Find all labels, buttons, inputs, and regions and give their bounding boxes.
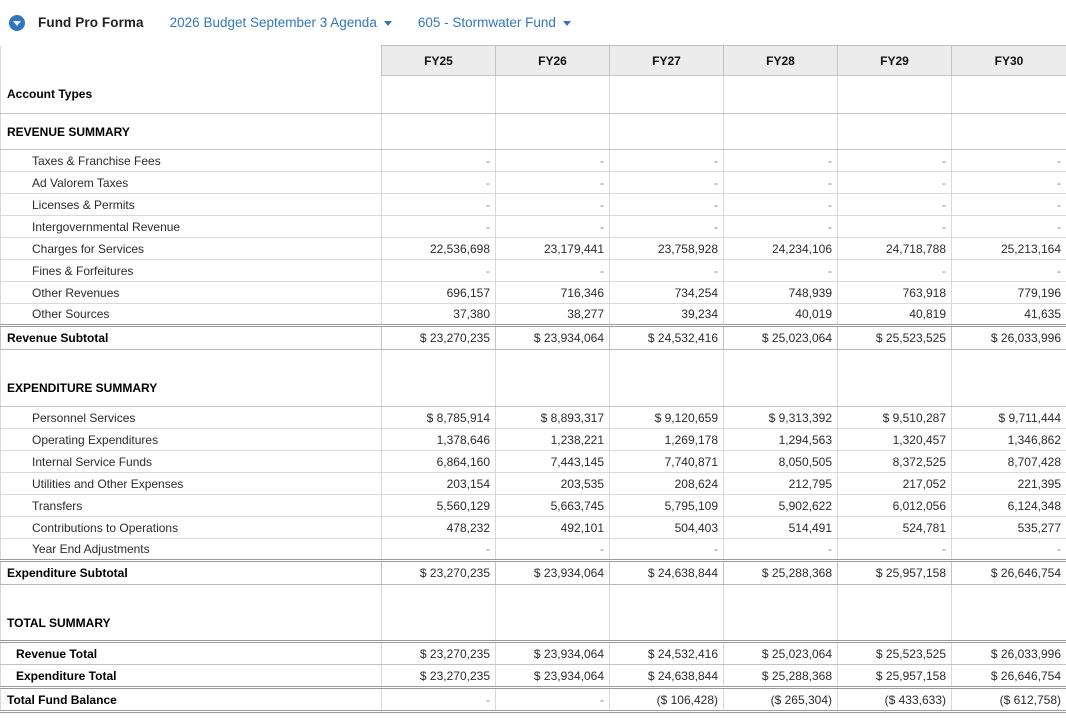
value-cell [838,114,952,150]
table-row [1,561,1066,585]
value-cell [382,114,496,150]
value-cell: 24,234,106 [724,238,838,260]
table-row [1,451,1066,473]
value-cell: - [838,194,952,216]
value-cell: 208,624 [610,473,724,495]
value-cell: $ 26,033,996 [952,642,1066,665]
value-cell: - [838,539,952,561]
value-cell [496,114,610,150]
page-title: Fund Pro Forma [38,15,144,30]
value-cell: 7,443,145 [496,451,610,473]
row-label [1,350,382,371]
table-row [1,76,1066,114]
value-cell [496,76,610,114]
value-cell: 6,864,160 [382,451,496,473]
value-cell: 1,269,178 [610,429,724,451]
row-label: Expenditure Total [1,665,382,688]
value-cell [838,371,952,407]
value-cell: $ 26,033,996 [952,326,1066,350]
value-cell [496,350,610,371]
value-cell: - [724,260,838,282]
value-cell: - [952,194,1066,216]
value-cell: 24,718,788 [838,238,952,260]
value-cell: $ 25,023,064 [724,326,838,350]
value-cell: 40,819 [838,304,952,326]
row-label: EXPENDITURE SUMMARY [1,371,382,407]
value-cell: $ 23,270,235 [382,326,496,350]
row-label: Utilities and Other Expenses [1,473,382,495]
value-cell: $ 25,957,158 [838,561,952,585]
value-cell: 23,179,441 [496,238,610,260]
collapse-toggle-button[interactable] [9,15,25,31]
budget-dropdown-label: 2026 Budget September 3 Agenda [169,15,377,30]
row-label: TOTAL SUMMARY [1,606,382,642]
value-cell: - [496,172,610,194]
value-cell [952,114,1066,150]
value-cell: - [952,150,1066,172]
fund-dropdown[interactable] [418,15,571,30]
value-cell [724,76,838,114]
value-cell: 37,380 [382,304,496,326]
value-cell [382,585,496,606]
value-cell: - [952,260,1066,282]
value-cell [838,76,952,114]
value-cell: 1,238,221 [496,429,610,451]
value-cell: 524,781 [838,517,952,539]
value-cell: $ 23,934,064 [496,561,610,585]
table-row [1,606,1066,642]
value-cell [838,350,952,371]
value-cell: 763,918 [838,282,952,304]
row-label: Other Revenues [1,282,382,304]
value-cell: 5,560,129 [382,495,496,517]
chevron-down-icon [13,21,21,26]
value-cell: 779,196 [952,282,1066,304]
table-row [1,642,1066,665]
value-cell: - [496,260,610,282]
value-cell: $ 8,893,317 [496,407,610,429]
row-label: Intergovernmental Revenue [1,216,382,238]
value-cell: $ 26,646,754 [952,561,1066,585]
value-cell: $ 23,270,235 [382,665,496,688]
value-cell: 478,232 [382,517,496,539]
value-cell: 734,254 [610,282,724,304]
value-cell: $ 25,957,158 [838,665,952,688]
value-cell: $ 23,270,235 [382,561,496,585]
value-cell: 716,346 [496,282,610,304]
value-cell: $ 23,934,064 [496,665,610,688]
value-cell: $ 8,785,914 [382,407,496,429]
value-cell: - [496,216,610,238]
value-cell: - [382,688,496,712]
table-row [1,371,1066,407]
value-cell: - [952,539,1066,561]
value-cell: 8,050,505 [724,451,838,473]
value-cell [952,350,1066,371]
value-cell: - [838,260,952,282]
value-cell [610,585,724,606]
table-row [1,326,1066,350]
value-cell: $ 9,510,287 [838,407,952,429]
value-cell: ($ 433,633) [838,688,952,712]
value-cell: 1,378,646 [382,429,496,451]
value-cell: $ 25,023,064 [724,642,838,665]
value-cell: 212,795 [724,473,838,495]
fund-dropdown-label: 605 - Stormwater Fund [417,15,556,30]
table-row [1,172,1066,194]
value-cell: 1,320,457 [838,429,952,451]
table-row [1,194,1066,216]
table-body [1,76,1066,712]
value-cell: $ 24,532,416 [610,326,724,350]
row-label: Transfers [1,495,382,517]
column-header: FY29 [838,46,952,76]
row-label: Operating Expenditures [1,429,382,451]
value-cell [952,585,1066,606]
value-cell: 41,635 [952,304,1066,326]
value-cell: - [610,539,724,561]
value-cell: 203,535 [496,473,610,495]
row-label: REVENUE SUMMARY [1,114,382,150]
value-cell [610,371,724,407]
table-row [1,407,1066,429]
value-cell: $ 25,288,368 [724,665,838,688]
value-cell [496,371,610,407]
value-cell: ($ 612,758) [952,688,1066,712]
row-label: Charges for Services [1,238,382,260]
value-cell: 535,277 [952,517,1066,539]
row-label [1,585,382,606]
value-cell: 492,101 [496,517,610,539]
value-cell: - [382,216,496,238]
row-label: Account Types [1,76,382,114]
value-cell: - [724,539,838,561]
table-row [1,114,1066,150]
value-cell: $ 9,711,444 [952,407,1066,429]
value-cell: 8,372,525 [838,451,952,473]
value-cell: 203,154 [382,473,496,495]
table-row [1,688,1066,712]
table-row [1,150,1066,172]
value-cell: - [724,150,838,172]
row-label: Taxes & Franchise Fees [1,150,382,172]
row-label: Other Sources [1,304,382,326]
value-cell: - [952,172,1066,194]
value-cell [724,114,838,150]
value-cell: 221,395 [952,473,1066,495]
value-cell [610,114,724,150]
value-cell: - [610,216,724,238]
value-cell: 25,213,164 [952,238,1066,260]
row-label: Ad Valorem Taxes [1,172,382,194]
value-cell: - [838,216,952,238]
table-header-row [1,46,1066,76]
value-cell [724,585,838,606]
value-cell: - [610,150,724,172]
value-cell: - [382,539,496,561]
value-cell: $ 25,523,525 [838,326,952,350]
value-cell: 40,019 [724,304,838,326]
value-cell: 1,294,563 [724,429,838,451]
value-cell: $ 25,288,368 [724,561,838,585]
value-cell: 504,403 [610,517,724,539]
value-cell: 5,663,745 [496,495,610,517]
column-header: FY25 [382,46,496,76]
value-cell: - [610,194,724,216]
value-cell: $ 23,270,235 [382,642,496,665]
value-cell [496,585,610,606]
value-cell: - [382,150,496,172]
value-cell: 514,491 [724,517,838,539]
value-cell: 23,758,928 [610,238,724,260]
table-row [1,539,1066,561]
value-cell: ($ 265,304) [724,688,838,712]
value-cell: $ 24,638,844 [610,561,724,585]
value-cell [382,606,496,642]
value-cell [610,350,724,371]
value-cell [952,606,1066,642]
value-cell: - [496,539,610,561]
table-row [1,282,1066,304]
row-label: Expenditure Subtotal [1,561,382,585]
row-label: Personnel Services [1,407,382,429]
row-label: Licenses & Permits [1,194,382,216]
value-cell: 1,346,862 [952,429,1066,451]
value-cell: 6,124,348 [952,495,1066,517]
value-cell: 8,707,428 [952,451,1066,473]
value-cell: $ 26,646,754 [952,665,1066,688]
value-cell: - [838,172,952,194]
table-row [1,304,1066,326]
row-label-column-header [1,46,382,76]
value-cell: $ 23,934,064 [496,642,610,665]
value-cell [382,76,496,114]
title-bar [0,0,1066,45]
value-cell: - [724,172,838,194]
value-cell [838,585,952,606]
value-cell: - [496,688,610,712]
value-cell: - [838,150,952,172]
column-header: FY27 [610,46,724,76]
row-label: Revenue Total [1,642,382,665]
value-cell: - [952,216,1066,238]
caret-down-icon [384,21,392,26]
pro-forma-table [0,45,1066,713]
value-cell [724,350,838,371]
row-label: Revenue Subtotal [1,326,382,350]
value-cell: 6,012,056 [838,495,952,517]
value-cell: $ 9,313,392 [724,407,838,429]
value-cell: $ 25,523,525 [838,642,952,665]
value-cell: 5,795,109 [610,495,724,517]
value-cell: - [496,194,610,216]
column-header: FY26 [496,46,610,76]
table-row [1,473,1066,495]
budget-dropdown[interactable] [170,15,392,30]
value-cell [382,371,496,407]
value-cell: $ 24,532,416 [610,642,724,665]
value-cell [952,76,1066,114]
value-cell: - [382,194,496,216]
value-cell [952,371,1066,407]
value-cell [838,606,952,642]
value-cell: 39,234 [610,304,724,326]
value-cell: 748,939 [724,282,838,304]
value-cell: - [610,172,724,194]
column-header: FY30 [952,46,1066,76]
table-row [1,238,1066,260]
column-header: FY28 [724,46,838,76]
value-cell: $ 9,120,659 [610,407,724,429]
value-cell [724,606,838,642]
value-cell: - [610,260,724,282]
value-cell: 38,277 [496,304,610,326]
row-label: Year End Adjustments [1,539,382,561]
value-cell: 22,536,698 [382,238,496,260]
value-cell: 5,902,622 [724,495,838,517]
value-cell: 7,740,871 [610,451,724,473]
table-row [1,429,1066,451]
table-row [1,585,1066,606]
table-row [1,495,1066,517]
table-row [1,350,1066,371]
row-label: Total Fund Balance [1,688,382,712]
value-cell [382,350,496,371]
value-cell: 217,052 [838,473,952,495]
row-label: Contributions to Operations [1,517,382,539]
value-cell: - [496,150,610,172]
table-row [1,517,1066,539]
caret-down-icon [563,21,571,26]
value-cell [610,76,724,114]
value-cell [610,606,724,642]
value-cell: 696,157 [382,282,496,304]
row-label: Fines & Forfeitures [1,260,382,282]
value-cell: - [724,194,838,216]
table-row [1,665,1066,688]
value-cell: ($ 106,428) [610,688,724,712]
table-row [1,260,1066,282]
value-cell: $ 24,638,844 [610,665,724,688]
value-cell: - [382,172,496,194]
value-cell [724,371,838,407]
table-row [1,216,1066,238]
value-cell: $ 23,934,064 [496,326,610,350]
row-label: Internal Service Funds [1,451,382,473]
value-cell: - [382,260,496,282]
value-cell [496,606,610,642]
value-cell: - [724,216,838,238]
